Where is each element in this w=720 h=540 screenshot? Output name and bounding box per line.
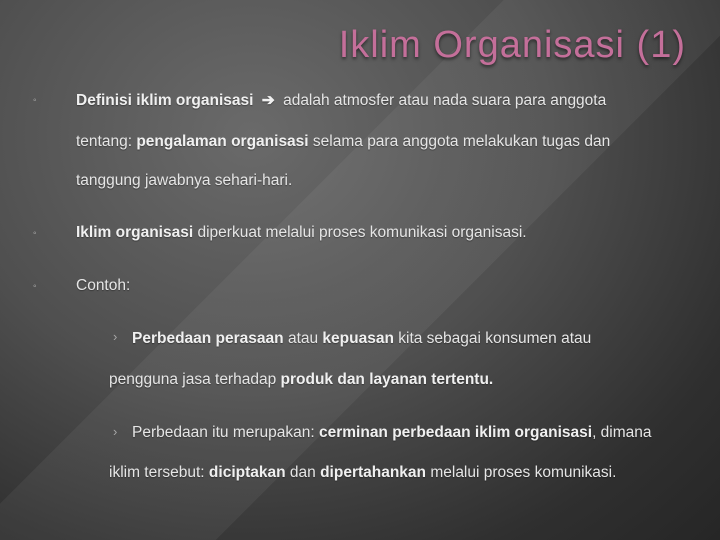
subparagraph-line	[132, 316, 591, 362]
text-span: iklim tersebut:	[109, 464, 209, 481]
bullet-icon: ◦	[33, 95, 37, 106]
emphasis-text: dipertahankan	[320, 464, 427, 481]
paragraph-line	[76, 78, 606, 124]
emphasis-text: kepuasan	[322, 330, 394, 347]
right-arrow-icon: ➔	[261, 92, 275, 109]
text-span: diperkuat melalui proses komunikasi organisasi.	[193, 224, 527, 241]
text-span: pengguna jasa terhadap	[109, 371, 281, 388]
emphasis-text: Definisi iklim organisasi	[76, 92, 254, 109]
text-span: Perbedaan itu merupakan:	[132, 424, 319, 441]
paragraph-line	[76, 210, 527, 256]
text-span: Contoh:	[76, 277, 131, 294]
bullet-icon: ◦	[33, 281, 37, 292]
bullet-icon: ◦	[33, 228, 37, 239]
text-span: kita sebagai konsumen atau	[393, 330, 592, 347]
emphasis-text: Perbedaan perasaan	[132, 330, 284, 347]
text-span: , dimana	[592, 424, 652, 441]
text-span: tanggung jawabnya sehari-hari.	[76, 172, 293, 189]
subparagraph-line	[109, 357, 493, 403]
paragraph-line	[76, 158, 292, 204]
text-span: dan	[285, 464, 321, 481]
emphasis-text: cerminan perbedaan iklim organisasi	[318, 424, 593, 441]
text-span: tentang:	[76, 133, 137, 150]
text-span: melalui proses komunikasi.	[426, 464, 617, 481]
emphasis-text: Iklim organisasi	[76, 224, 194, 241]
emphasis-text: produk dan layanan tertentu.	[280, 371, 494, 388]
text-span: selama para anggota melakukan tugas dan	[308, 133, 611, 150]
text-span	[253, 92, 257, 109]
chevron-right-icon: ›	[113, 424, 118, 439]
slide-title: Iklim Organisasi (1)	[338, 24, 686, 66]
emphasis-text: diciptakan	[208, 464, 286, 481]
paragraph-line	[76, 263, 130, 309]
subparagraph-line	[109, 450, 616, 496]
chevron-right-icon: ›	[113, 329, 118, 344]
emphasis-text: pengalaman organisasi	[136, 133, 309, 150]
text-span: atau	[283, 330, 323, 347]
text-span: adalah atmosfer atau nada suara para anggota	[278, 92, 607, 109]
